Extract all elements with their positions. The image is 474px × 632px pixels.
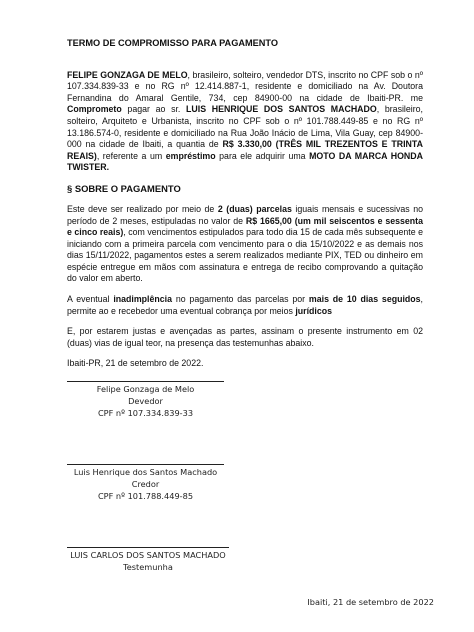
signer-name: Luis Henrique dos Santos Machado [73,467,218,477]
signer-role: Testemunha [123,562,173,572]
signature-block-witness [67,549,229,573]
installment-value: R$ 1665,00 (um mil seiscentos e sessenta e cinco reais) [67,215,424,238]
default-days: mais de 10 dias seguidos [308,294,421,305]
section-title: § SOBRE O PAGAMENTO [67,182,181,194]
intro-paragraph [67,70,423,174]
payment-paragraph [67,204,423,285]
creditor-name: LUIS HENRIQUE DOS SANTOS MACHADO [186,104,377,115]
loan-word: empréstimo [165,150,216,161]
signature-line-creditor [67,464,224,465]
signature-line-debtor [67,381,224,382]
signer-cpf: CPF nº 107.334.839-33 [97,408,194,418]
intro-text-1: , brasileiro, solteiro, vendedor DTS, inscrito no CPF sob o nº 107.334.839-33 e no RG nº 12.414.887-1, residente e domiciliado na Av. Doutora Fernandina do Amaral Gentile, 734, cep 84900-00 na cidade de Ibaiti-PR. me [67,69,424,103]
signer-cpf: CPF nº 101.788.449-85 [97,491,194,501]
intro-text-5: para ele adquirir uma [215,150,310,161]
payment-text-3: , com vencimentos estipulados para todo dia 15 de cada mês subsequente e iniciando com a primeira parcela com vencimento para o dia 15/10/2022 e as demais nos dias 15/11/2022, pagamentos estes a serem realizados mediante PIX, TED ou dinheiro em espécie entregue em mãos com assinatura e entrega de recibo comprovando a quitação do valor em aberto. [67,227,423,284]
debtor-name: FELIPE GONZAGA DE MELO [67,69,188,80]
default-word: inadimplência [113,294,172,305]
signer-role: Credor [131,479,160,489]
legal-word: jurídicos [295,305,333,316]
document-title: TERMO DE COMPROMISSO PARA PAGAMENTO [67,38,278,48]
footer-date: Ibaiti, 21 de setembro de 2022 [307,597,434,607]
intro-text-3: , brasileiro, solteiro, Arquiteto e Urbanista, inscrito no CPF sob o nº 101.788.449-85 e no RG nº 13.186.574-0, residente e domiciliado na Rua João Inácio de Lima, Vila Guay, cep 84900-000 na cidade de Ibaiti, a quantia de [67,104,423,150]
intro-text-2: pagar ao sr. [121,104,187,115]
signature-block-creditor [67,466,224,502]
installments: 2 (duas) parcelas [217,203,292,214]
intro-text-4: , referente a um [96,150,166,161]
signer-name: LUIS CARLOS DOS SANTOS MACHADO [70,550,226,560]
signer-role: Devedor [128,396,163,406]
signature-line-witness [67,547,229,548]
commit-word: Comprometo [67,104,122,115]
loan-amount: R$ 3.330,00 (TRÊS MIL TREZENTOS E TRINTA REAIS) [67,139,423,161]
default-text-3: , permite ao e recebedor uma eventual cobrança por meios [67,294,423,316]
place-date: Ibaiti-PR, 21 de setembro de 2022. [67,358,204,369]
default-paragraph [67,294,423,317]
closing-paragraph: E, por estarem justas e avençadas as partes, assinam o presente instrumento em 02 (duas) vias de igual teor, na presença das testemunhas abaixo. [67,326,423,348]
default-text-1: A eventual [67,294,114,305]
default-text-2: no pagamento das parcelas por [171,294,309,305]
payment-text-2: iguais mensais e sucessivas no período de 2 meses, estipuladas no valor de [67,203,423,226]
signer-name: Felipe Gonzaga de Melo [96,384,195,394]
signature-block-debtor [67,383,224,419]
payment-text-1: Este deve ser realizado por meio de [67,203,218,214]
motorcycle: MOTO DA MARCA HONDA TWISTER. [67,150,423,173]
document-body [67,38,423,370]
